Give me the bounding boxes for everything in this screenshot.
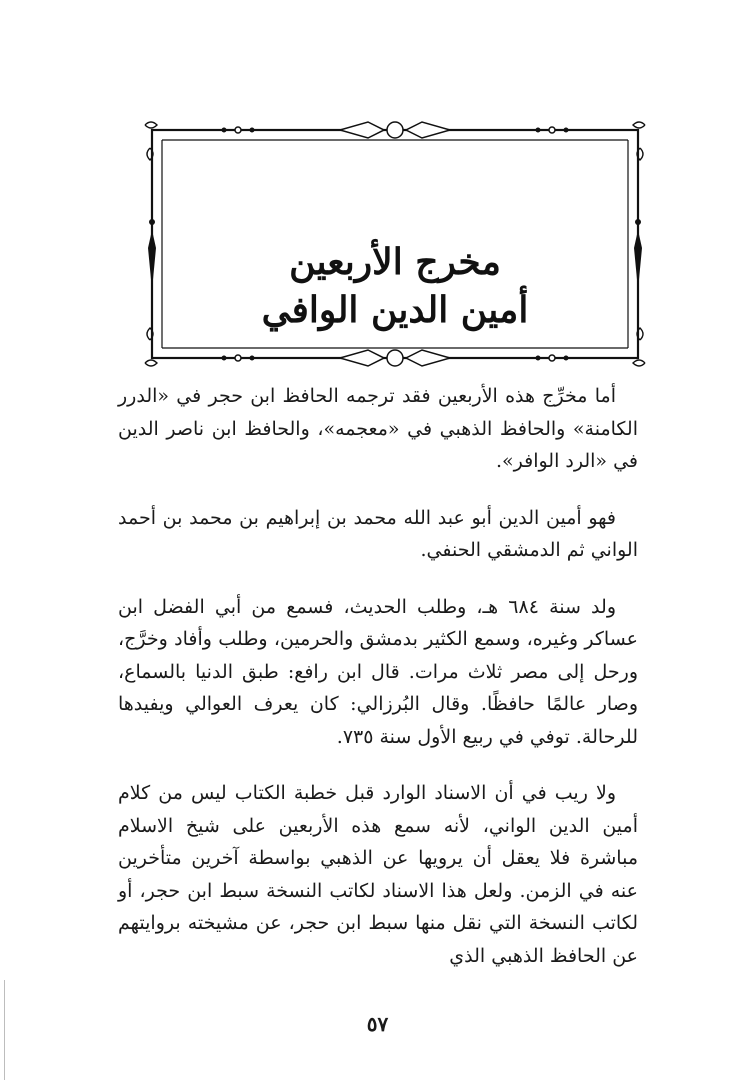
title-line-1: مخرج الأربعين [289,241,501,283]
body-text [118,380,638,996]
paragraph-2: فهو أمين الدين أبو عبد الله محمد بن إبراهيم بن محمد بن أحمد الواني ثم الدمشقي الحنفي. [118,506,638,561]
paragraph-3: ولد سنة ٦٨٤ هـ، وطلب الحديث، فسمع من أبي الفضل ابن عساكر وغيره، وسمع الكثير بدمشق والحرمين، وطلب وأفاد وخرَّج، ورحل إلى مصر ثلاث مرات. قال ابن رافع: طبق الدنيا بالسماع، وصار عالمًا حافظًا. وقال البُرزالي: كان يعرف العوالي ويفيدها للرحالة. توفي في ربيع الأول سنة ٧٣٥. [118,595,638,748]
title-block [160,238,630,334]
paragraph-4: ولا ريب في أن الاسناد الوارد قبل خطبة الكتاب ليس من كلام أمين الدين الواني، لأنه سمع هذه الأربعين على شيخ الاسلام مباشرة فلا يعقل أن يرويها عن الذهبي بواسطة آخرين متأخرين عنه في الزمن. ولعل هذا الاسناد لكاتب النسخة سبط ابن حجر، أو لكاتب النسخة التي نقل منها سبط ابن حجر، عن مشيخته بروايتهم عن الحافظ الذهبي الذي [118,782,638,967]
title-line-2: أمين الدين الوافي [261,289,529,331]
paragraph-1: أما مخرِّج هذه الأربعين فقد ترجمه الحافظ ابن حجر في «الدرر الكامنة» والحافظ الذهبي في «معجمه»، والحافظ ابن ناصر الدين في «الرد الوافر». [118,385,638,472]
page-number: ٥٧ [366,1012,389,1036]
